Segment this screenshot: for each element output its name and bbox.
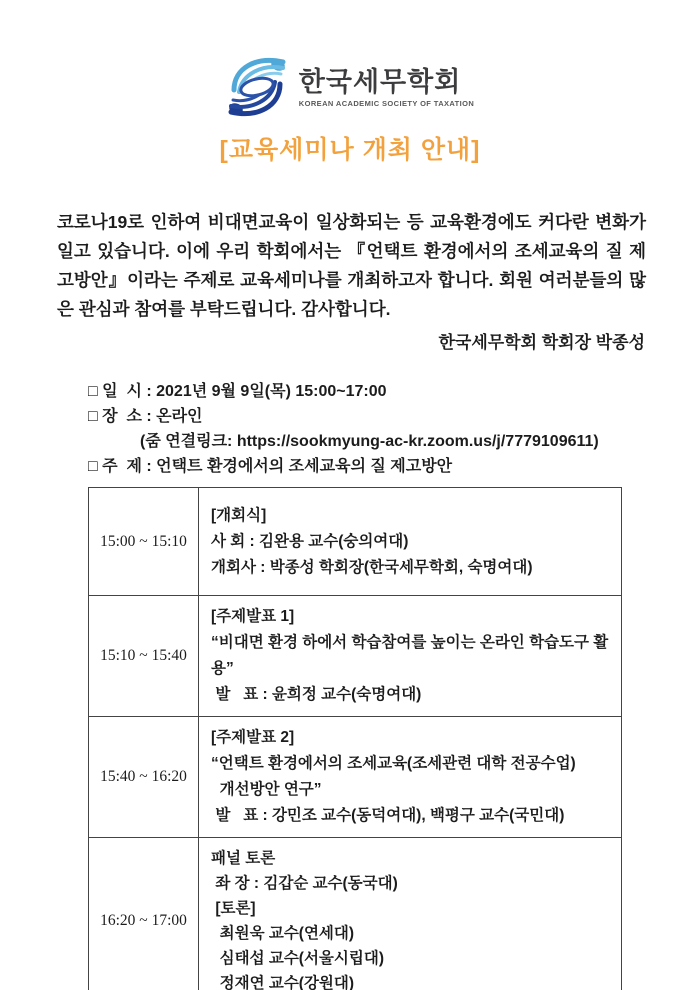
session-content xyxy=(199,838,622,990)
detail-place: □ 장 소 : 온라인 xyxy=(88,408,203,425)
session-content xyxy=(199,596,622,717)
seminar-details xyxy=(88,379,599,479)
detail-topic: □ 주 제 : 언택트 환경에서의 조세교육의 질 제고방안 xyxy=(88,458,453,475)
schedule-table xyxy=(88,487,622,990)
time-slot: 15:40 ~ 16:20 xyxy=(89,717,199,838)
session-line: 발 표 : 강민조 교수(동덕여대), 백평구 교수(국민대) xyxy=(211,807,565,824)
society-logo xyxy=(0,55,700,119)
time-slot: 15:00 ~ 15:10 xyxy=(89,488,199,596)
session-line: 좌 장 : 김갑순 교수(동국대) xyxy=(211,875,398,892)
seminar-notice-title: [교육세미나 개최 안내] xyxy=(219,136,481,164)
session-line: 정재연 교수(강원대) xyxy=(211,975,355,990)
session-line: 개선방안 연구” xyxy=(211,781,322,798)
session-line: 사 회 : 김완용 교수(숭의여대) xyxy=(211,532,409,550)
session-line: 심태섭 교수(서울시립대) xyxy=(211,950,384,967)
session-content xyxy=(199,717,622,838)
president-signature: 한국세무학회 학회장 박종성 xyxy=(438,333,645,352)
time-slot: 15:10 ~ 15:40 xyxy=(89,596,199,717)
session-line: [개회식] xyxy=(211,506,267,524)
table-row-panel-discussion xyxy=(89,838,622,990)
session-line: 최원욱 교수(연세대) xyxy=(211,925,355,942)
session-line: 발 표 : 윤희정 교수(숙명여대) xyxy=(211,686,422,703)
session-line: [주제발표 1] xyxy=(211,608,295,625)
society-logo-text xyxy=(299,67,474,108)
session-line: [주제발표 2] xyxy=(211,729,295,746)
session-line: 패널 토론 xyxy=(211,850,276,867)
table-row-opening xyxy=(89,488,622,596)
society-name-english: KOREAN ACADEMIC SOCIETY OF TAXATION xyxy=(298,98,475,108)
session-line: 개회사 : 박종성 학회장(한국세무학회, 숙명여대) xyxy=(211,558,533,576)
society-name-korean: 한국세무학회 xyxy=(298,66,462,97)
society-swirl-logo-icon xyxy=(226,55,288,119)
session-line: [토론] xyxy=(211,900,256,917)
session-content xyxy=(199,488,622,596)
intro-paragraph: 코로나19로 인하여 비대면교육이 일상화되는 등 교육환경에도 커다란 변화가 일고 있습니다. 이에 우리 학회에서는 『언택트 환경에서의 조세교육의 질 제고방안』이라는 주제로 교육세미나를 개최하고자 합니다. 회원 여러분들의 많은 관심과 참여를 부탁드립니다. 감사합니다. xyxy=(57,211,646,319)
time-slot: 16:20 ~ 17:00 xyxy=(89,838,199,990)
detail-datetime: □ 일 시 : 2021년 9월 9일(목) 15:00~17:00 xyxy=(88,383,387,400)
table-row-presentation-1 xyxy=(89,596,622,717)
session-line: “언택트 환경에서의 조세교육(조세관련 대학 전공수업) xyxy=(211,755,576,772)
detail-zoom-link: (줌 연결링크: https://sookmyung-ac-kr.zoom.us/j/7779109611) xyxy=(140,433,599,450)
session-line: “비대면 환경 하에서 학습참여를 높이는 온라인 학습도구 활용” xyxy=(211,634,609,677)
table-row-presentation-2 xyxy=(89,717,622,838)
